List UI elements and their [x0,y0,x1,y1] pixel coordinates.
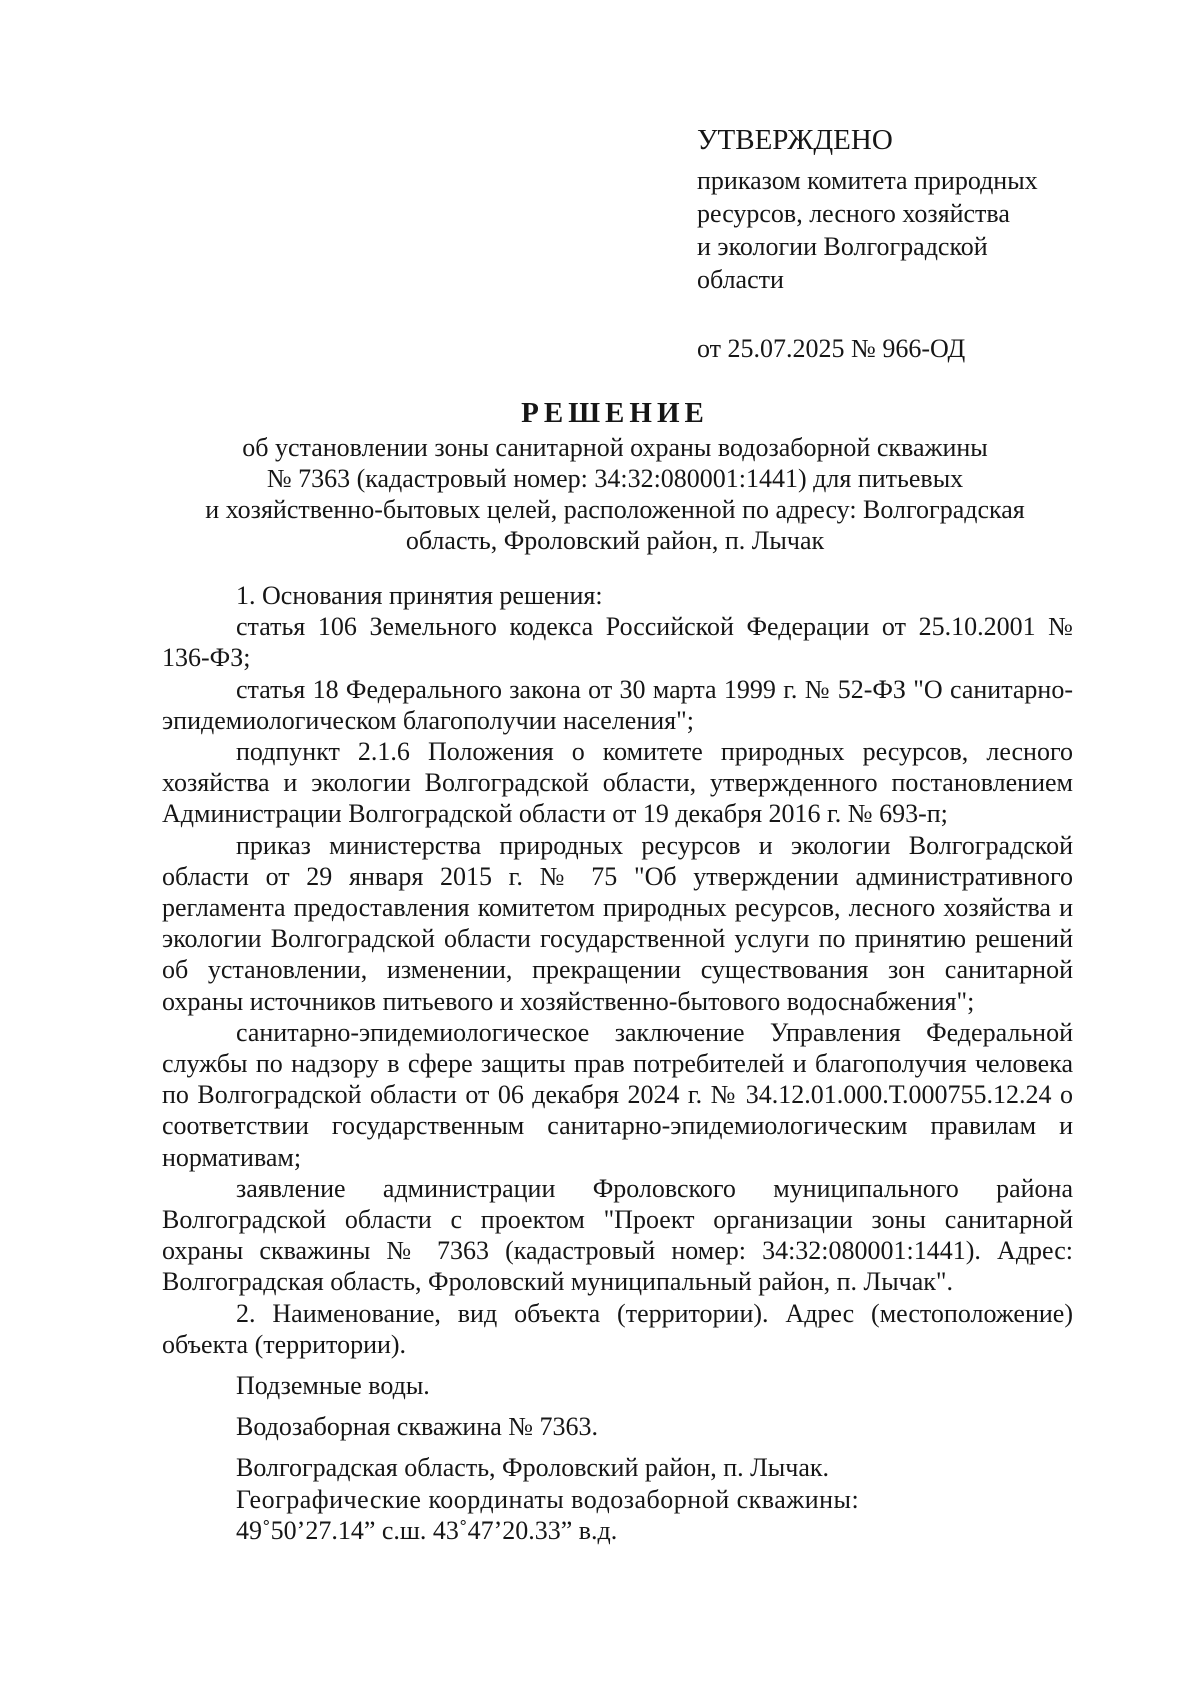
section-2-title: 2. Наименование, вид объекта (территории). Адрес (местоположение) объекта (территории). [162,1298,1073,1359]
object-name: Водозаборная скважина № 7363. [236,1412,599,1442]
object-type: Подземные воды. [236,1371,430,1401]
legal-basis-item: подпункт 2.1.6 Положения о комитете природных ресурсов, лесного хозяйства и экологии Волгоградской области, утвержденного постановлением Администрации Волгоградской области от 19 декабря 2016 г. № 693-п; [162,737,1073,829]
approval-line: приказом комитета природных [697,166,1038,195]
section-1-title: 1. Основания принятия решения: [236,581,603,610]
legal-basis-item: приказ министерства природных ресурсов и экологии Волгоградской области от 29 января 2015 г. № 75 "Об утверждении административного регламента предоставления комитетом природных ресурсов, лесного хозяйства и экологии Волгоградской области государственной услуги по принятию решений об установлении, изменении, прекращении существования зон санитарной охраны источников питьевого и хозяйственно-бытового водоснабжения"; [162,830,1073,1016]
approval-line: ресурсов, лесного хозяйства [697,199,1010,228]
approval-stamp [697,122,1117,365]
document-title: РЕШЕНИЕ [521,397,709,429]
document-subtitle-line: об установлении зоны санитарной охраны водозаборной скважины [242,433,988,462]
coordinates-label: Географические координаты водозаборной скважины: [236,1484,860,1514]
coordinates-value: 49˚50’27.14” с.ш. 43˚47’20.33” в.д. [236,1515,618,1545]
document-subtitle-line: область, Фроловский район, п. Лычак [405,526,825,555]
object-address: Волгоградская область, Фроловский район, п. Лычак. [236,1453,829,1483]
legal-basis-item: заявление администрации Фроловского муниципального района Волгоградской области с проектом "Проект организации зоны санитарной охраны скважины № 7363 (кадастровый номер: 34:32:080001:1441). Адрес: Волгоградская область, Фроловский муниципальный район, п. Лычак". [162,1173,1073,1297]
approval-line: области [697,265,784,294]
document-subtitle-line: № 7363 (кадастровый номер: 34:32:080001:1441) для питьевых [266,464,964,493]
document-subtitle-line: и хозяйственно-бытовых целей, расположенной по адресу: Волгоградская [205,495,1025,524]
document-body [162,580,1073,1546]
approval-line: и экологии Волгоградской [697,232,988,261]
document-heading [150,396,1080,556]
legal-basis-item: санитарно-эпидемиологическое заключение Управления Федеральной службы по надзору в сфере защиты прав потребителей и благополучия человека по Волгоградской области от 06 декабря 2024 г. № 34.12.01.000.Т.000755.12.24 о соответствии государственным санитарно-эпидемиологическим правилам и нормативам; [162,1017,1073,1172]
legal-basis-item: статья 18 Федерального закона от 30 марта 1999 г. № 52-ФЗ "О санитарно-эпидемиологическом благополучии населения"; [162,674,1073,735]
legal-basis-item: статья 106 Земельного кодекса Российской Федерации от 25.10.2001 № 136-ФЗ; [162,612,1073,673]
approval-title: УТВЕРЖДЕНО [697,124,893,156]
approval-date: от 25.07.2025 № 966-ОД [697,334,966,363]
